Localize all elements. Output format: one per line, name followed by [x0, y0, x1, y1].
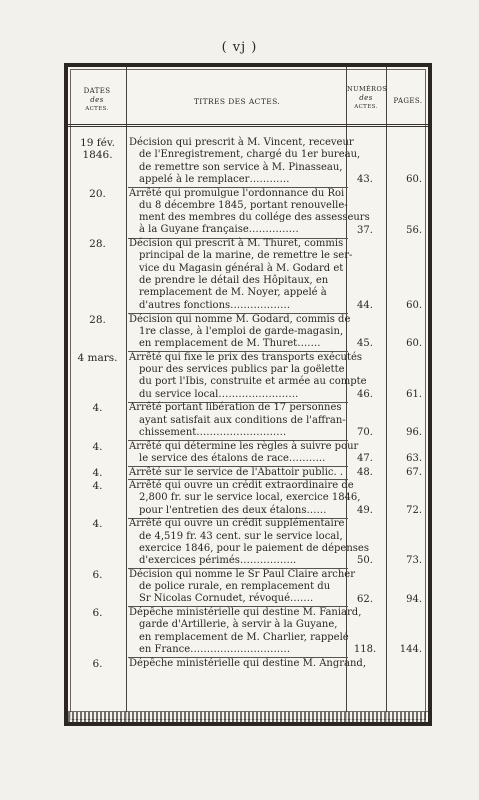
row-title-line: appelé à le remplacer…………	[139, 173, 290, 185]
row-date	[70, 569, 125, 581]
row-act-number: 50.	[357, 555, 373, 567]
row-title-line: du service local……………………	[139, 388, 299, 400]
header-dates-l2: des	[90, 96, 104, 104]
row-title	[129, 657, 367, 670]
header-numeros-l2: des	[359, 94, 373, 102]
table-row	[68, 467, 428, 479]
table-row	[68, 188, 428, 237]
row-title	[129, 607, 362, 656]
row-title-line: chissement………………………	[139, 426, 287, 438]
row-title-line: de 4,519 fr. 43 cent. sur le service local,	[139, 530, 343, 542]
header-titres: TITRES DES ACTES.	[193, 97, 281, 106]
row-date-line: 28.	[89, 238, 106, 251]
row-title-line: Décision qui prescrit à M. Vincent, receveur	[129, 137, 354, 148]
row-act-number: 118.	[353, 644, 377, 656]
row-title-line: de l'Enregistrement, chargé du 1er bureau,	[139, 149, 361, 161]
row-title-line: Arrêté qui promulgue l'ordonnance du Roi	[129, 187, 345, 199]
table-header	[68, 67, 428, 127]
row-date-line: 6.	[92, 657, 103, 670]
row-title-line: exercice 1846, pour le paiement de dépenses	[139, 542, 369, 554]
row-date-line: 20.	[89, 187, 106, 200]
row-title	[129, 467, 346, 479]
row-title-line: Arrêté qui ouvre un crédit supplémentaire	[129, 518, 345, 530]
row-title-line: à la Guyane française……………	[139, 224, 299, 236]
row-page-number: 94.	[406, 593, 422, 605]
row-title-line: pour l'entretien des deux étalons……	[139, 504, 327, 516]
row-act-number: 46.	[357, 388, 373, 400]
row-act-number: 62.	[357, 593, 373, 605]
bottom-border	[68, 711, 428, 722]
row-title	[129, 568, 355, 606]
row-title-line: Arrêté portant libération de 17 personnes	[129, 402, 342, 414]
row-date-line: 1846.	[82, 149, 113, 161]
row-title-line: Dépêche ministérielle qui destine M. Angrand,	[129, 657, 367, 669]
row-act-number: 70.	[357, 427, 373, 439]
row-page-number: 72.	[406, 504, 422, 516]
row-title-line: d'exercices périmés……………..	[139, 555, 297, 567]
row-title-line: du port l'Ibis, construite et armée au compte	[139, 376, 367, 388]
header-pages: PAGES.	[393, 97, 423, 105]
row-title-line: en remplacement de M. Charlier, rappelé	[139, 631, 349, 643]
row-title	[129, 402, 346, 439]
row-title-line: remplacement de M. Noyer, appelé à	[139, 287, 327, 299]
row-date	[70, 352, 125, 364]
row-title	[129, 137, 361, 186]
row-date-line: 6.	[92, 568, 103, 581]
table-row	[68, 480, 428, 517]
row-title-line: 1re classe, à l'emploi de garde-magasin,	[139, 325, 344, 337]
row-date	[70, 518, 125, 530]
row-date-line: 4.	[92, 518, 103, 531]
row-date-line: 19 fév.	[80, 137, 115, 149]
row-page-number: 56.	[406, 224, 422, 236]
row-title-line: de police rurale, en remplacement du	[139, 581, 331, 593]
row-page-number: 60.	[406, 338, 422, 350]
header-numeros-l1: NUMÉROS	[347, 85, 388, 93]
row-title-line: en remplacement de M. Thuret…….	[139, 338, 321, 350]
row-page-number: 60.	[406, 299, 422, 311]
header-numeros-l3: ACTES.	[354, 104, 378, 110]
row-title-line: Décision qui nomme le Sr Paul Claire archer	[129, 568, 355, 580]
row-title-line: Dépêche ministérielle qui destine M. Faniard,	[129, 607, 362, 619]
row-act-number: 45.	[357, 338, 373, 350]
table-row	[68, 441, 428, 466]
row-title-line: principal de la marine, de remettre le ser-	[139, 250, 353, 262]
row-title-line: pour des services publics par la goëlette	[139, 364, 345, 376]
row-title-line: en France…………………………	[139, 644, 291, 656]
row-title-line: 2,800 fr. sur le service local, exercice 1846,	[139, 492, 361, 504]
row-date-line: 4.	[92, 480, 103, 493]
row-title-line: le service des étalons de race………..	[139, 452, 326, 464]
table-row	[68, 569, 428, 606]
table-row	[68, 658, 428, 670]
row-title-line: Sr Nicolas Cornudet, révoqué…….	[139, 593, 314, 605]
table-row	[68, 518, 428, 567]
row-title-line: Décision qui nomme M. Godard, commis de	[129, 313, 351, 325]
row-page-number: 96.	[406, 427, 422, 439]
row-date-line: 4.	[92, 466, 103, 479]
row-date	[70, 188, 125, 200]
row-date-line: 6.	[92, 607, 103, 620]
row-date-line: 4.	[92, 440, 103, 453]
table-row	[68, 238, 428, 312]
row-title-line: Arrêté qui détermine les règles à suivre pour	[129, 440, 359, 452]
row-page-number: 61.	[406, 388, 422, 400]
row-title	[129, 313, 351, 351]
row-date-line: 28.	[89, 313, 106, 326]
row-page-number: 73.	[406, 555, 422, 567]
row-date	[70, 314, 125, 326]
row-title-line: du 8 décembre 1845, portant renouvelle-	[139, 199, 348, 211]
row-title-line: de prendre le détail des Hôpitaux, en	[139, 275, 329, 287]
row-date	[70, 238, 125, 250]
row-date	[70, 441, 125, 453]
row-title-line: de remettre son service à M. Pinasseau,	[139, 161, 343, 173]
row-page-number: 144.	[399, 644, 422, 656]
table-row	[68, 402, 428, 439]
row-page-number: 67.	[406, 466, 422, 478]
header-dates-l3: ACTES.	[85, 106, 109, 112]
row-title	[129, 480, 361, 517]
row-title	[129, 440, 359, 466]
row-date	[70, 137, 125, 161]
row-title-line: ayant satisfait aux conditions de l'affran-	[139, 414, 346, 426]
row-title-line: Arrêté qui ouvre un crédit extraordinaire de	[129, 480, 354, 492]
row-date	[70, 467, 125, 479]
row-act-number: 37.	[357, 224, 373, 236]
row-date-line: 4.	[92, 402, 103, 415]
row-page-number: 60.	[406, 174, 422, 186]
row-date	[70, 480, 125, 492]
page-number: ( vj )	[221, 40, 258, 55]
table-frame	[64, 63, 432, 726]
row-title	[129, 238, 353, 312]
row-act-number: 48.	[357, 466, 373, 478]
row-title-line: ment des membres du collége des assesseurs	[139, 212, 370, 224]
table-row	[68, 352, 428, 401]
table-row	[68, 314, 428, 351]
header-dates	[70, 87, 124, 114]
row-title-line: Arrêté qui fixe le prix des transports exécutés	[129, 351, 363, 363]
row-date	[70, 402, 125, 414]
row-act-number: 49.	[357, 504, 373, 516]
row-date	[70, 607, 125, 619]
row-title-line: garde d'Artillerie, à servir à la Guyane,	[139, 619, 338, 631]
row-act-number: 44.	[357, 299, 373, 311]
row-title-line: vice du Magasin général à M. Godard et	[139, 262, 344, 274]
row-act-number: 43.	[357, 174, 373, 186]
row-title-line: d'autres fonctions………………	[139, 299, 291, 311]
row-act-number: 47.	[357, 452, 373, 464]
row-title-line: Décision qui prescrit à M. Thuret, commis	[129, 238, 344, 250]
header-numeros	[347, 85, 388, 112]
row-date-line: 4 mars.	[77, 351, 118, 364]
row-page-number: 63.	[406, 452, 422, 464]
row-title-line: Arrêté sur le service de l'Abattoir public. .	[129, 466, 344, 478]
table-row	[68, 137, 428, 186]
row-date	[70, 658, 125, 670]
table-row	[68, 607, 428, 656]
header-dates-l1: DATES	[83, 87, 111, 95]
